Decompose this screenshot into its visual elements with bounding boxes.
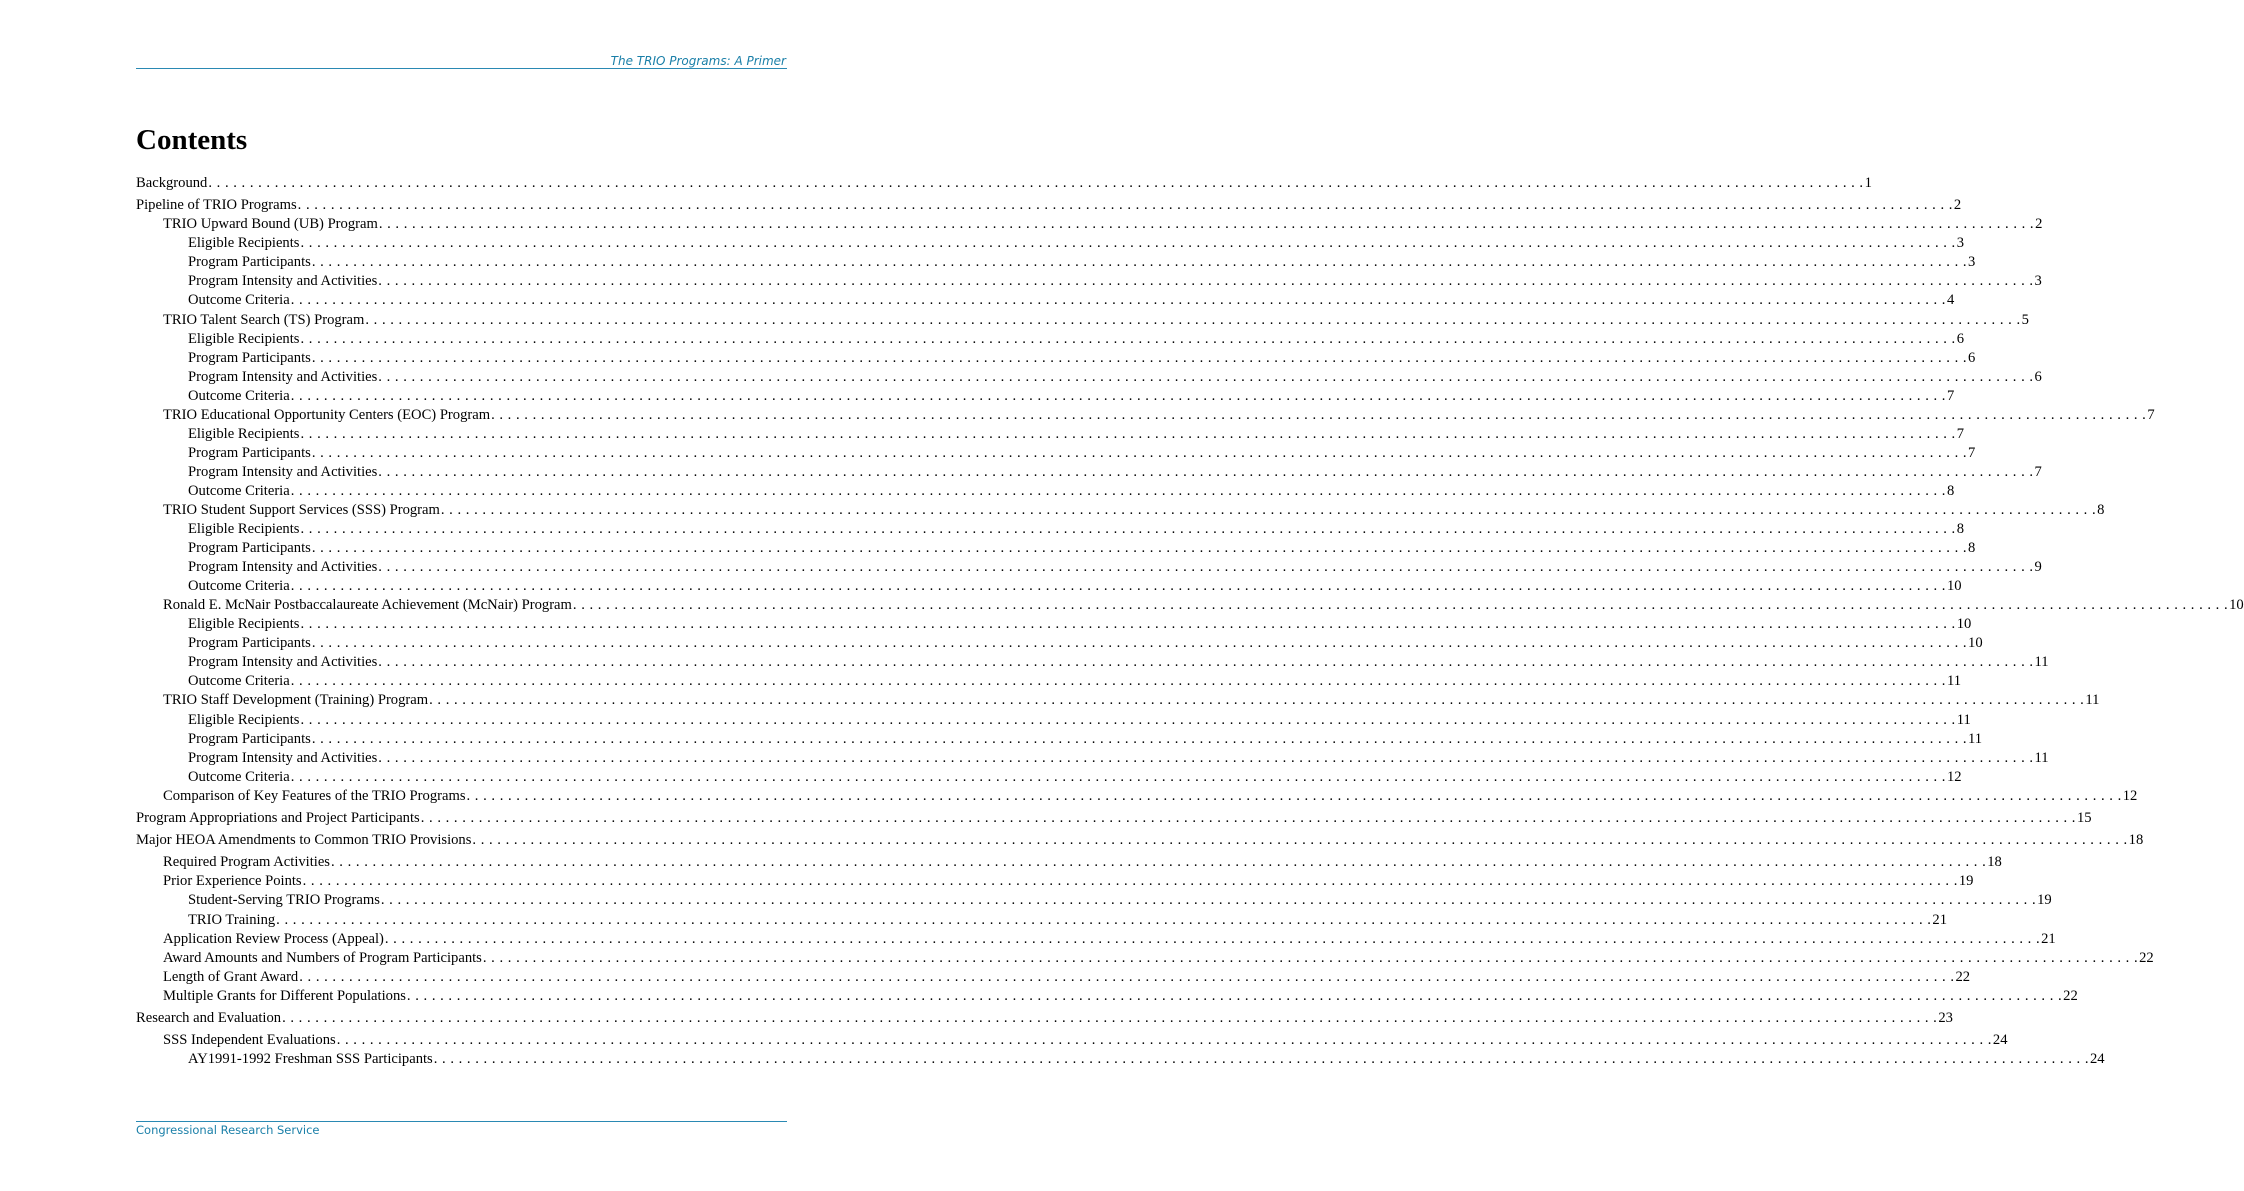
- toc-entry-page-number: 2: [2035, 216, 2043, 233]
- toc-entry[interactable]: [136, 634, 1983, 653]
- toc-entry-page-number: 11: [1956, 711, 1971, 728]
- toc-entry[interactable]: [136, 539, 1976, 558]
- toc-entry-title: Eligible Recipients: [188, 521, 300, 538]
- toc-leader-dots: . . . . . . . . . . . . . . . . . . . . . . . . . . . . . . . . . . . . . . . . . . . . . . . . . . . . . . . . . . . . . . . . . . . . . . . . . . . . . . . . . . . . . . . . . . . . . . . . . . . . . . . . . . . . . . . . . . . . . . . . . . . . . . . . . . . . . . . . . . . . . . . . . . . . . . . . . . . . . . . . . . . . . . . . . . . . . . . . . . . . . . . . . . . . . . . . . . . . . . . .: [300, 425, 1956, 442]
- footer-text: Congressional Research Service: [136, 1123, 320, 1137]
- toc-leader-dots: . . . . . . . . . . . . . . . . . . . . . . . . . . . . . . . . . . . . . . . . . . . . . . . . . . . . . . . . . . . . . . . . . . . . . . . . . . . . . . . . . . . . . . . . . . . . . . . . . . . . . . . . . . . . . . . . . . . . . . . . . . . . . . . . . . . . . . . . . . . . . . . . . . . . . . . . . . . . . . . . . . . . . . . . . . . . . . . . . . . . . . . . . . . . . . . . . . . . . . . .: [297, 197, 1953, 214]
- toc-entry-page-number: 12: [2122, 787, 2138, 804]
- toc-entry[interactable]: [136, 672, 1962, 691]
- toc-entry-title: Outcome Criteria: [188, 387, 290, 404]
- toc-leader-dots: . . . . . . . . . . . . . . . . . . . . . . . . . . . . . . . . . . . . . . . . . . . . . . . . . . . . . . . . . . . . . . . . . . . . . . . . . . . . . . . . . . . . . . . . . . . . . . . . . . . . . . . . . . . . . . . . . . . . . . . . . . . . . . . . . . . . . . . . . . . . . . . . . . . . . . . . . . . . . . . . . . . . . . . . . . . . . . . . . . . . . . . . . . . . . . . . . . . . . . . .: [311, 254, 1968, 271]
- toc-entry[interactable]: [136, 831, 2144, 850]
- toc-leader-dots: . . . . . . . . . . . . . . . . . . . . . . . . . . . . . . . . . . . . . . . . . . . . . . . . . . . . . . . . . . . . . . . . . . . . . . . . . . . . . . . . . . . . . . . . . . . . . . . . . . . . . . . . . . . . . . . . . . . . . . . . . . . . . . . . . . . . . . . . . . . . . . . . . . . . . . . . . . . . . . . . . . . . . . . . . . . . . . . . . . . . . . . . . . . . . . . . . . . . . . . .: [300, 521, 1956, 538]
- toc-entry[interactable]: [136, 330, 1964, 349]
- toc-entry-title: Ronald E. McNair Postbaccalaureate Achievement (McNair) Program: [163, 597, 572, 614]
- footer-rule: [136, 1121, 787, 1122]
- toc-entry-page-number: 10: [1968, 635, 1983, 652]
- toc-entry-title: Program Participants: [188, 254, 311, 271]
- toc-entry-page-number: 3: [1968, 254, 1976, 271]
- toc-leader-dots: . . . . . . . . . . . . . . . . . . . . . . . . . . . . . . . . . . . . . . . . . . . . . . . . . . . . . . . . . . . . . . . . . . . . . . . . . . . . . . . . . . . . . . . . . . . . . . . . . . . . . . . . . . . . . . . . . . . . . . . . . . . . . . . . . . . . . . . . . . . . . . . . . . . . . . . . . . . . . . . . . . . . . . . . . . . . . . . . . . . . . . . . . . . . . . . . . . . . . . . .: [290, 292, 1946, 309]
- toc-leader-dots: . . . . . . . . . . . . . . . . . . . . . . . . . . . . . . . . . . . . . . . . . . . . . . . . . . . . . . . . . . . . . . . . . . . . . . . . . . . . . . . . . . . . . . . . . . . . . . . . . . . . . . . . . . . . . . . . . . . . . . . . . . . . . . . . . . . . . . . . . . . . . . . . . . . . . . . . . . . . . . . . . . . . . . . . . . . . . . . . . . . . . . . . . . . . . . . . . . . . . . . .: [365, 311, 2021, 328]
- toc-entry-title: Program Participants: [188, 635, 311, 652]
- toc-entry-page-number: 8: [1946, 482, 1955, 499]
- toc-entry[interactable]: [136, 406, 2155, 425]
- toc-leader-dots: . . . . . . . . . . . . . . . . . . . . . . . . . . . . . . . . . . . . . . . . . . . . . . . . . . . . . . . . . . . . . . . . . . . . . . . . . . . . . . . . . . . . . . . . . . . . . . . . . . . . . . . . . . . . . . . . . . . . . . . . . . . . . . . . . . . . . . . . . . . . . . . . . . . . . . . . . . . . . . . . . . . . . . . . . . . . . . . . . . . . . . . . . . . . . . . . . . . . . . . .: [311, 349, 1968, 366]
- toc-leader-dots: . . . . . . . . . . . . . . . . . . . . . . . . . . . . . . . . . . . . . . . . . . . . . . . . . . . . . . . . . . . . . . . . . . . . . . . . . . . . . . . . . . . . . . . . . . . . . . . . . . . . . . . . . . . . . . . . . . . . . . . . . . . . . . . . . . . . . . . . . . . . . . . . . . . . . . . . . . . . . . . . . . . . . . . . . . . . . . . . . . . . . . . . . . . . . . . . . . . . . . . .: [311, 540, 1968, 557]
- toc-entry[interactable]: [136, 787, 2138, 806]
- toc-entry-page-number: 22: [1955, 968, 1971, 985]
- toc-entry-page-number: 4: [1946, 292, 1955, 309]
- toc-entry-page-number: 12: [1946, 768, 1962, 785]
- toc-entry-page-number: 21: [2041, 930, 2056, 947]
- toc-entry[interactable]: [136, 949, 2154, 968]
- toc-leader-dots: . . . . . . . . . . . . . . . . . . . . . . . . . . . . . . . . . . . . . . . . . . . . . . . . . . . . . . . . . . . . . . . . . . . . . . . . . . . . . . . . . . . . . . . . . . . . . . . . . . . . . . . . . . . . . . . . . . . . . . . . . . . . . . . . . . . . . . . . . . . . . . . . . . . . . . . . . . . . . . . . . . . . . . . . . . . . . . . . . . . . . . . . . . . . . . . . . . . . . . . .: [472, 832, 2128, 849]
- toc-leader-dots: . . . . . . . . . . . . . . . . . . . . . . . . . . . . . . . . . . . . . . . . . . . . . . . . . . . . . . . . . . . . . . . . . . . . . . . . . . . . . . . . . . . . . . . . . . . . . . . . . . . . . . . . . . . . . . . . . . . . . . . . . . . . . . . . . . . . . . . . . . . . . . . . . . . . . . . . . . . . . . . . . . . . . . . . . . . . . . . . . . . . . . . . . . . . . . . . . . . . . . . .: [311, 635, 1968, 652]
- toc-entry[interactable]: [136, 501, 2105, 520]
- toc-entry-title: Background: [136, 175, 208, 191]
- toc-leader-dots: . . . . . . . . . . . . . . . . . . . . . . . . . . . . . . . . . . . . . . . . . . . . . . . . . . . . . . . . . . . . . . . . . . . . . . . . . . . . . . . . . . . . . . . . . . . . . . . . . . . . . . . . . . . . . . . . . . . . . . . . . . . . . . . . . . . . . . . . . . . . . . . . . . . . . . . . . . . . . . . . . . . . . . . . . . . . . . . . . . . . . . . . . . . . . . . . . . . . . . . .: [290, 482, 1946, 499]
- toc-leader-dots: . . . . . . . . . . . . . . . . . . . . . . . . . . . . . . . . . . . . . . . . . . . . . . . . . . . . . . . . . . . . . . . . . . . . . . . . . . . . . . . . . . . . . . . . . . . . . . . . . . . . . . . . . . . . . . . . . . . . . . . . . . . . . . . . . . . . . . . . . . . . . . . . . . . . . . . . . . . . . . . . . . . . . . . . . . . . . . . . . . . . . . . . . . . . . . . . . . . . . . . .: [384, 930, 2041, 947]
- toc-entry-page-number: 8: [1956, 521, 1964, 538]
- toc-entry-title: Eligible Recipients: [188, 711, 300, 728]
- toc-entry-page-number: 3: [2034, 273, 2042, 290]
- toc-leader-dots: . . . . . . . . . . . . . . . . . . . . . . . . . . . . . . . . . . . . . . . . . . . . . . . . . . . . . . . . . . . . . . . . . . . . . . . . . . . . . . . . . . . . . . . . . . . . . . . . . . . . . . . . . . . . . . . . . . . . . . . . . . . . . . . . . . . . . . . . . . . . . . . . . . . . . . . . . . . . . . . . . . . . . . . . . . . . . . . . . . . . . . . . . . . . . . . . . . . . . . . .: [311, 444, 1968, 461]
- toc-entry-page-number: 1: [1864, 175, 1872, 191]
- toc-entry-title: TRIO Upward Bound (UB) Program: [163, 216, 378, 233]
- toc-leader-dots: . . . . . . . . . . . . . . . . . . . . . . . . . . . . . . . . . . . . . . . . . . . . . . . . . . . . . . . . . . . . . . . . . . . . . . . . . . . . . . . . . . . . . . . . . . . . . . . . . . . . . . . . . . . . . . . . . . . . . . . . . . . . . . . . . . . . . . . . . . . . . . . . . . . . . . . . . . . . . . . . . . . . . . . . . . . . . . . . . . . . . . . . . . . . . . . . . . . . . . . .: [290, 768, 1946, 785]
- toc-entry[interactable]: [136, 463, 2042, 482]
- toc-entry[interactable]: [136, 577, 1962, 596]
- toc-leader-dots: . . . . . . . . . . . . . . . . . . . . . . . . . . . . . . . . . . . . . . . . . . . . . . . . . . . . . . . . . . . . . . . . . . . . . . . . . . . . . . . . . . . . . . . . . . . . . . . . . . . . . . . . . . . . . . . . . . . . . . . . . . . . . . . . . . . . . . . . . . . . . . . . . . . . . . . . . . . . . . . . . . . . . . . . . . . . . . . . . . . . . . . . . . . . . . . . . . . . . . . .: [420, 809, 2076, 826]
- toc-entry-title: Program Intensity and Activities: [188, 559, 378, 576]
- toc-entry-title: Major HEOA Amendments to Common TRIO Provisions: [136, 832, 472, 849]
- toc-entry-title: Program Participants: [188, 540, 311, 557]
- toc-leader-dots: . . . . . . . . . . . . . . . . . . . . . . . . . . . . . . . . . . . . . . . . . . . . . . . . . . . . . . . . . . . . . . . . . . . . . . . . . . . . . . . . . . . . . . . . . . . . . . . . . . . . . . . . . . . . . . . . . . . . . . . . . . . . . . . . . . . . . . . . . . . . . . . . . . . . . . . . . . . . . . . . . . . . . . . . . . . . . . . . . . . . . . . . . . . . . . . . . . . . . . . .: [290, 673, 1946, 690]
- toc-entry-page-number: 11: [2034, 654, 2049, 671]
- toc-entry-page-number: 22: [2063, 987, 2078, 1004]
- toc-entry-title: Outcome Criteria: [188, 482, 290, 499]
- toc-entry[interactable]: [136, 615, 1972, 634]
- toc-entry[interactable]: [136, 482, 1955, 501]
- header-rule: [136, 68, 787, 69]
- toc-entry-title: Eligible Recipients: [188, 330, 300, 347]
- toc-entry-page-number: 7: [1968, 444, 1976, 461]
- toc-entry[interactable]: [136, 1031, 2008, 1050]
- toc-entry-title: Multiple Grants for Different Populations: [163, 987, 406, 1004]
- toc-entry-page-number: 22: [2139, 949, 2154, 966]
- toc-leader-dots: . . . . . . . . . . . . . . . . . . . . . . . . . . . . . . . . . . . . . . . . . . . . . . . . . . . . . . . . . . . . . . . . . . . . . . . . . . . . . . . . . . . . . . . . . . . . . . . . . . . . . . . . . . . . . . . . . . . . . . . . . . . . . . . . . . . . . . . . . . . . . . . . . . . . . . . . . . . . . . . . . . . . . . . . . . . . . . . . . . . . . . . . . . . . . . . . . . . . . . . .: [491, 406, 2147, 423]
- toc-entry-page-number: 10: [1946, 578, 1962, 595]
- toc-entry-title: Application Review Process (Appeal): [163, 930, 384, 947]
- toc-entry-title: Eligible Recipients: [188, 425, 300, 442]
- toc-entry-title: Program Intensity and Activities: [188, 368, 378, 385]
- toc-entry-title: TRIO Talent Search (TS) Program: [163, 311, 365, 328]
- toc-entry-page-number: 9: [2034, 559, 2042, 576]
- toc-entry[interactable]: [136, 911, 1947, 930]
- toc-entry-title: Outcome Criteria: [188, 768, 290, 785]
- toc-leader-dots: . . . . . . . . . . . . . . . . . . . . . . . . . . . . . . . . . . . . . . . . . . . . . . . . . . . . . . . . . . . . . . . . . . . . . . . . . . . . . . . . . . . . . . . . . . . . . . . . . . . . . . . . . . . . . . . . . . . . . . . . . . . . . . . . . . . . . . . . . . . . . . . . . . . . . . . . . . . . . . . . . . . . . . . . . . . . . . . . . . . . . . . . . . . . . . . . . . . . . . . .: [429, 692, 2085, 709]
- toc-entry-page-number: 21: [1932, 911, 1947, 928]
- toc-entry[interactable]: [136, 872, 1974, 891]
- toc-entry[interactable]: [136, 272, 2042, 291]
- toc-leader-dots: . . . . . . . . . . . . . . . . . . . . . . . . . . . . . . . . . . . . . . . . . . . . . . . . . . . . . . . . . . . . . . . . . . . . . . . . . . . . . . . . . . . . . . . . . . . . . . . . . . . . . . . . . . . . . . . . . . . . . . . . . . . . . . . . . . . . . . . . . . . . . . . . . . . . . . . . . . . . . . . . . . . . . . . . . . . . . . . . . . . . . . . . . . . . . . . . . . . . . . . .: [331, 854, 1987, 871]
- toc-entry[interactable]: [136, 215, 2043, 234]
- toc-entry[interactable]: [136, 520, 1964, 539]
- toc-leader-dots: . . . . . . . . . . . . . . . . . . . . . . . . . . . . . . . . . . . . . . . . . . . . . . . . . . . . . . . . . . . . . . . . . . . . . . . . . . . . . . . . . . . . . . . . . . . . . . . . . . . . . . . . . . . . . . . . . . . . . . . . . . . . . . . . . . . . . . . . . . . . . . . . . . . . . . . . . . . . . . . . . . . . . . . . . . . . . . . . . . . . . . . . . . . . . . . . . . . . . . . .: [299, 968, 1955, 985]
- toc-entry[interactable]: [136, 311, 2029, 330]
- toc-leader-dots: . . . . . . . . . . . . . . . . . . . . . . . . . . . . . . . . . . . . . . . . . . . . . . . . . . . . . . . . . . . . . . . . . . . . . . . . . . . . . . . . . . . . . . . . . . . . . . . . . . . . . . . . . . . . . . . . . . . . . . . . . . . . . . . . . . . . . . . . . . . . . . . . . . . . . . . . . . . . . . . . . . . . . . . . . . . . . . . . . . . . . . . . . . . . . . . . . . . . . . . .: [282, 1009, 1938, 1026]
- toc-entry-title: Program Intensity and Activities: [188, 273, 378, 290]
- toc-entry-title: Student-Serving TRIO Programs: [188, 892, 380, 909]
- toc-leader-dots: . . . . . . . . . . . . . . . . . . . . . . . . . . . . . . . . . . . . . . . . . . . . . . . . . . . . . . . . . . . . . . . . . . . . . . . . . . . . . . . . . . . . . . . . . . . . . . . . . . . . . . . . . . . . . . . . . . . . . . . . . . . . . . . . . . . . . . . . . . . . . . . . . . . . . . . . . . . . . . . . . . . . . . . . . . . . . . . . . . . . . . . . . . . . . . . . . . . . . . . .: [378, 273, 2034, 290]
- toc-entry-title: Eligible Recipients: [188, 235, 300, 252]
- toc-entry-title: SSS Independent Evaluations: [163, 1032, 336, 1049]
- toc-entry[interactable]: [136, 653, 2049, 672]
- toc-entry[interactable]: [136, 596, 2244, 615]
- toc-entry[interactable]: [136, 711, 1971, 730]
- table-of-contents: [136, 174, 2244, 1069]
- toc-entry[interactable]: [136, 196, 1962, 215]
- toc-leader-dots: . . . . . . . . . . . . . . . . . . . . . . . . . . . . . . . . . . . . . . . . . . . . . . . . . . . . . . . . . . . . . . . . . . . . . . . . . . . . . . . . . . . . . . . . . . . . . . . . . . . . . . . . . . . . . . . . . . . . . . . . . . . . . . . . . . . . . . . . . . . . . . . . . . . . . . . . . . . . . . . . . . . . . . . . . . . . . . . . . . . . . . . . . . . . . . . . . . . . . . . .: [378, 463, 2034, 480]
- toc-entry-title: Research and Evaluation: [136, 1009, 282, 1026]
- toc-entry[interactable]: [136, 558, 2042, 577]
- toc-entry-title: Program Intensity and Activities: [188, 654, 378, 671]
- toc-leader-dots: . . . . . . . . . . . . . . . . . . . . . . . . . . . . . . . . . . . . . . . . . . . . . . . . . . . . . . . . . . . . . . . . . . . . . . . . . . . . . . . . . . . . . . . . . . . . . . . . . . . . . . . . . . . . . . . . . . . . . . . . . . . . . . . . . . . . . . . . . . . . . . . . . . . . . . . . . . . . . . . . . . . . . . . . . . . . . . . . . . . . . . . . . . . . . . . . . . . . . . . .: [466, 787, 2122, 804]
- toc-entry-page-number: 19: [1958, 873, 1974, 890]
- toc-entry[interactable]: [136, 768, 1962, 787]
- toc-leader-dots: . . . . . . . . . . . . . . . . . . . . . . . . . . . . . . . . . . . . . . . . . . . . . . . . . . . . . . . . . . . . . . . . . . . . . . . . . . . . . . . . . . . . . . . . . . . . . . . . . . . . . . . . . . . . . . . . . . . . . . . . . . . . . . . . . . . . . . . . . . . . . . . . . . . . . . . . . . . . . . . . . . . . . . . . . . . . . . . . . . . . . . . . . . . . . . . . . . . . . . . .: [433, 1051, 2089, 1068]
- toc-entry-page-number: 24: [1992, 1032, 2008, 1049]
- toc-entry-page-number: 7: [1946, 387, 1955, 404]
- toc-entry-page-number: 7: [1956, 425, 1964, 442]
- toc-leader-dots: . . . . . . . . . . . . . . . . . . . . . . . . . . . . . . . . . . . . . . . . . . . . . . . . . . . . . . . . . . . . . . . . . . . . . . . . . . . . . . . . . . . . . . . . . . . . . . . . . . . . . . . . . . . . . . . . . . . . . . . . . . . . . . . . . . . . . . . . . . . . . . . . . . . . . . . . . . . . . . . . . . . . . . . . . . . . . . . . . . . . . . . . . . . . . . . . . . . . . . . .: [300, 711, 1956, 728]
- toc-entry[interactable]: [136, 749, 2049, 768]
- toc-entry[interactable]: [136, 425, 1964, 444]
- page-title: Contents: [136, 124, 248, 156]
- toc-entry-title: Eligible Recipients: [188, 616, 300, 633]
- toc-leader-dots: . . . . . . . . . . . . . . . . . . . . . . . . . . . . . . . . . . . . . . . . . . . . . . . . . . . . . . . . . . . . . . . . . . . . . . . . . . . . . . . . . . . . . . . . . . . . . . . . . . . . . . . . . . . . . . . . . . . . . . . . . . . . . . . . . . . . . . . . . . . . . . . . . . . . . . . . . . . . . . . . . . . . . . . . . . . . . . . . . . . . . . . . . . . . . . . . . . . . . . . .: [208, 175, 1864, 191]
- toc-entry-title: TRIO Staff Development (Training) Program: [163, 692, 429, 709]
- toc-entry-title: Pipeline of TRIO Programs: [136, 197, 297, 214]
- toc-entry[interactable]: [136, 1050, 2105, 1069]
- toc-entry-page-number: 11: [1946, 673, 1962, 690]
- toc-leader-dots: . . . . . . . . . . . . . . . . . . . . . . . . . . . . . . . . . . . . . . . . . . . . . . . . . . . . . . . . . . . . . . . . . . . . . . . . . . . . . . . . . . . . . . . . . . . . . . . . . . . . . . . . . . . . . . . . . . . . . . . . . . . . . . . . . . . . . . . . . . . . . . . . . . . . . . . . . . . . . . . . . . . . . . . . . . . . . . . . . . . . . . . . . . . . . . . . . . . . . . . .: [378, 216, 2035, 233]
- toc-entry-page-number: 19: [2037, 892, 2052, 909]
- toc-leader-dots: . . . . . . . . . . . . . . . . . . . . . . . . . . . . . . . . . . . . . . . . . . . . . . . . . . . . . . . . . . . . . . . . . . . . . . . . . . . . . . . . . . . . . . . . . . . . . . . . . . . . . . . . . . . . . . . . . . . . . . . . . . . . . . . . . . . . . . . . . . . . . . . . . . . . . . . . . . . . . . . . . . . . . . . . . . . . . . . . . . . . . . . . . . . . . . . . . . . . . . . .: [378, 368, 2034, 385]
- toc-entry-title: TRIO Educational Opportunity Centers (EOC) Program: [163, 406, 491, 423]
- toc-entry[interactable]: [136, 349, 1976, 368]
- toc-entry[interactable]: [136, 1009, 1953, 1028]
- toc-leader-dots: . . . . . . . . . . . . . . . . . . . . . . . . . . . . . . . . . . . . . . . . . . . . . . . . . . . . . . . . . . . . . . . . . . . . . . . . . . . . . . . . . . . . . . . . . . . . . . . . . . . . . . . . . . . . . . . . . . . . . . . . . . . . . . . . . . . . . . . . . . . . . . . . . . . . . . . . . . . . . . . . . . . . . . . . . . . . . . . . . . . . . . . . . . . . . . . . . . . . . . . .: [302, 873, 1958, 890]
- toc-entry-page-number: 7: [2147, 406, 2155, 423]
- toc-entry[interactable]: [136, 368, 2042, 387]
- toc-entry-title: Prior Experience Points: [163, 873, 302, 890]
- toc-leader-dots: . . . . . . . . . . . . . . . . . . . . . . . . . . . . . . . . . . . . . . . . . . . . . . . . . . . . . . . . . . . . . . . . . . . . . . . . . . . . . . . . . . . . . . . . . . . . . . . . . . . . . . . . . . . . . . . . . . . . . . . . . . . . . . . . . . . . . . . . . . . . . . . . . . . . . . . . . . . . . . . . . . . . . . . . . . . . . . . . . . . . . . . . . . . . . . . . . . . . . . . .: [378, 559, 2034, 576]
- toc-entry[interactable]: [136, 730, 1983, 749]
- toc-entry-page-number: 6: [1968, 349, 1976, 366]
- toc-entry-page-number: 18: [1987, 854, 2002, 871]
- toc-entry-title: AY1991-1992 Freshman SSS Participants: [188, 1051, 433, 1068]
- toc-entry-title: Program Intensity and Activities: [188, 463, 378, 480]
- toc-entry-title: Program Intensity and Activities: [188, 749, 378, 766]
- toc-entry-title: Length of Grant Award: [163, 968, 299, 985]
- toc-entry-page-number: 8: [2097, 501, 2105, 518]
- toc-entry[interactable]: [136, 968, 1971, 987]
- toc-leader-dots: . . . . . . . . . . . . . . . . . . . . . . . . . . . . . . . . . . . . . . . . . . . . . . . . . . . . . . . . . . . . . . . . . . . . . . . . . . . . . . . . . . . . . . . . . . . . . . . . . . . . . . . . . . . . . . . . . . . . . . . . . . . . . . . . . . . . . . . . . . . . . . . . . . . . . . . . . . . . . . . . . . . . . . . . . . . . . . . . . . . . . . . . . . . . . . . . . . . . . . . .: [290, 578, 1946, 595]
- toc-leader-dots: . . . . . . . . . . . . . . . . . . . . . . . . . . . . . . . . . . . . . . . . . . . . . . . . . . . . . . . . . . . . . . . . . . . . . . . . . . . . . . . . . . . . . . . . . . . . . . . . . . . . . . . . . . . . . . . . . . . . . . . . . . . . . . . . . . . . . . . . . . . . . . . . . . . . . . . . . . . . . . . . . . . . . . . . . . . . . . . . . . . . . . . . . . . . . . . . . . . . . . . .: [300, 235, 1956, 252]
- toc-entry[interactable]: [136, 444, 1976, 463]
- toc-leader-dots: . . . . . . . . . . . . . . . . . . . . . . . . . . . . . . . . . . . . . . . . . . . . . . . . . . . . . . . . . . . . . . . . . . . . . . . . . . . . . . . . . . . . . . . . . . . . . . . . . . . . . . . . . . . . . . . . . . . . . . . . . . . . . . . . . . . . . . . . . . . . . . . . . . . . . . . . . . . . . . . . . . . . . . . . . . . . . . . . . . . . . . . . . . . . . . . . . . . . . . . .: [572, 597, 2229, 614]
- toc-leader-dots: . . . . . . . . . . . . . . . . . . . . . . . . . . . . . . . . . . . . . . . . . . . . . . . . . . . . . . . . . . . . . . . . . . . . . . . . . . . . . . . . . . . . . . . . . . . . . . . . . . . . . . . . . . . . . . . . . . . . . . . . . . . . . . . . . . . . . . . . . . . . . . . . . . . . . . . . . . . . . . . . . . . . . . . . . . . . . . . . . . . . . . . . . . . . . . . . . . . . . . . .: [380, 892, 2037, 909]
- toc-entry-title: TRIO Training: [188, 911, 276, 928]
- running-header-title: The TRIO Programs: A Primer: [610, 54, 786, 68]
- toc-entry-page-number: 23: [1938, 1009, 1953, 1026]
- toc-entry-page-number: 11: [2085, 692, 2100, 709]
- toc-entry-page-number: 5: [2021, 311, 2029, 328]
- toc-leader-dots: . . . . . . . . . . . . . . . . . . . . . . . . . . . . . . . . . . . . . . . . . . . . . . . . . . . . . . . . . . . . . . . . . . . . . . . . . . . . . . . . . . . . . . . . . . . . . . . . . . . . . . . . . . . . . . . . . . . . . . . . . . . . . . . . . . . . . . . . . . . . . . . . . . . . . . . . . . . . . . . . . . . . . . . . . . . . . . . . . . . . . . . . . . . . . . . . . . . . . . . .: [276, 911, 1932, 928]
- toc-entry-page-number: 11: [2034, 749, 2049, 766]
- toc-entry-title: Outcome Criteria: [188, 578, 290, 595]
- toc-entry[interactable]: [136, 234, 1964, 253]
- toc-leader-dots: . . . . . . . . . . . . . . . . . . . . . . . . . . . . . . . . . . . . . . . . . . . . . . . . . . . . . . . . . . . . . . . . . . . . . . . . . . . . . . . . . . . . . . . . . . . . . . . . . . . . . . . . . . . . . . . . . . . . . . . . . . . . . . . . . . . . . . . . . . . . . . . . . . . . . . . . . . . . . . . . . . . . . . . . . . . . . . . . . . . . . . . . . . . . . . . . . . . . . . . .: [300, 330, 1956, 347]
- toc-entry-page-number: 2: [1953, 197, 1962, 214]
- toc-entry[interactable]: [136, 291, 1955, 310]
- toc-entry-page-number: 11: [1968, 730, 1983, 747]
- toc-entry[interactable]: [136, 809, 2092, 828]
- toc-entry-page-number: 3: [1956, 235, 1964, 252]
- toc-entry[interactable]: [136, 853, 2002, 872]
- toc-leader-dots: . . . . . . . . . . . . . . . . . . . . . . . . . . . . . . . . . . . . . . . . . . . . . . . . . . . . . . . . . . . . . . . . . . . . . . . . . . . . . . . . . . . . . . . . . . . . . . . . . . . . . . . . . . . . . . . . . . . . . . . . . . . . . . . . . . . . . . . . . . . . . . . . . . . . . . . . . . . . . . . . . . . . . . . . . . . . . . . . . . . . . . . . . . . . . . . . . . . . . . . .: [311, 730, 1968, 747]
- toc-entry-page-number: 18: [2128, 832, 2144, 849]
- toc-entry-title: TRIO Student Support Services (SSS) Program: [163, 501, 440, 518]
- toc-entry-page-number: 6: [2034, 368, 2042, 385]
- toc-entry-title: Award Amounts and Numbers of Program Participants: [163, 949, 482, 966]
- toc-entry-page-number: 8: [1968, 540, 1976, 557]
- toc-entry-title: Program Appropriations and Project Participants: [136, 809, 420, 826]
- toc-entry[interactable]: [136, 174, 1872, 193]
- toc-leader-dots: . . . . . . . . . . . . . . . . . . . . . . . . . . . . . . . . . . . . . . . . . . . . . . . . . . . . . . . . . . . . . . . . . . . . . . . . . . . . . . . . . . . . . . . . . . . . . . . . . . . . . . . . . . . . . . . . . . . . . . . . . . . . . . . . . . . . . . . . . . . . . . . . . . . . . . . . . . . . . . . . . . . . . . . . . . . . . . . . . . . . . . . . . . . . . . . . . . . . . . . .: [406, 987, 2063, 1004]
- toc-entry-title: Comparison of Key Features of the TRIO Programs: [163, 787, 466, 804]
- toc-leader-dots: . . . . . . . . . . . . . . . . . . . . . . . . . . . . . . . . . . . . . . . . . . . . . . . . . . . . . . . . . . . . . . . . . . . . . . . . . . . . . . . . . . . . . . . . . . . . . . . . . . . . . . . . . . . . . . . . . . . . . . . . . . . . . . . . . . . . . . . . . . . . . . . . . . . . . . . . . . . . . . . . . . . . . . . . . . . . . . . . . . . . . . . . . . . . . . . . . . . . . . . .: [300, 616, 1956, 633]
- toc-leader-dots: . . . . . . . . . . . . . . . . . . . . . . . . . . . . . . . . . . . . . . . . . . . . . . . . . . . . . . . . . . . . . . . . . . . . . . . . . . . . . . . . . . . . . . . . . . . . . . . . . . . . . . . . . . . . . . . . . . . . . . . . . . . . . . . . . . . . . . . . . . . . . . . . . . . . . . . . . . . . . . . . . . . . . . . . . . . . . . . . . . . . . . . . . . . . . . . . . . . . . . . .: [378, 654, 2034, 671]
- toc-entry[interactable]: [136, 930, 2056, 949]
- toc-leader-dots: . . . . . . . . . . . . . . . . . . . . . . . . . . . . . . . . . . . . . . . . . . . . . . . . . . . . . . . . . . . . . . . . . . . . . . . . . . . . . . . . . . . . . . . . . . . . . . . . . . . . . . . . . . . . . . . . . . . . . . . . . . . . . . . . . . . . . . . . . . . . . . . . . . . . . . . . . . . . . . . . . . . . . . . . . . . . . . . . . . . . . . . . . . . . . . . . . . . . . . . .: [482, 949, 2139, 966]
- toc-entry[interactable]: [136, 253, 1976, 272]
- toc-entry-title: Outcome Criteria: [188, 673, 290, 690]
- toc-entry-title: Required Program Activities: [163, 854, 330, 871]
- toc-entry-page-number: 10: [2229, 597, 2244, 614]
- toc-leader-dots: . . . . . . . . . . . . . . . . . . . . . . . . . . . . . . . . . . . . . . . . . . . . . . . . . . . . . . . . . . . . . . . . . . . . . . . . . . . . . . . . . . . . . . . . . . . . . . . . . . . . . . . . . . . . . . . . . . . . . . . . . . . . . . . . . . . . . . . . . . . . . . . . . . . . . . . . . . . . . . . . . . . . . . . . . . . . . . . . . . . . . . . . . . . . . . . . . . . . . . . .: [290, 387, 1946, 404]
- toc-entry-page-number: 15: [2076, 809, 2092, 826]
- toc-entry-page-number: 7: [2034, 463, 2042, 480]
- toc-entry-title: Program Participants: [188, 349, 311, 366]
- toc-entry[interactable]: [136, 691, 2100, 710]
- toc-entry-title: Outcome Criteria: [188, 292, 290, 309]
- toc-entry-page-number: 24: [2089, 1051, 2105, 1068]
- toc-entry-page-number: 6: [1956, 330, 1964, 347]
- toc-entry[interactable]: [136, 987, 2078, 1006]
- toc-leader-dots: . . . . . . . . . . . . . . . . . . . . . . . . . . . . . . . . . . . . . . . . . . . . . . . . . . . . . . . . . . . . . . . . . . . . . . . . . . . . . . . . . . . . . . . . . . . . . . . . . . . . . . . . . . . . . . . . . . . . . . . . . . . . . . . . . . . . . . . . . . . . . . . . . . . . . . . . . . . . . . . . . . . . . . . . . . . . . . . . . . . . . . . . . . . . . . . . . . . . . . . .: [336, 1032, 1992, 1049]
- toc-entry-title: Program Participants: [188, 444, 311, 461]
- toc-leader-dots: . . . . . . . . . . . . . . . . . . . . . . . . . . . . . . . . . . . . . . . . . . . . . . . . . . . . . . . . . . . . . . . . . . . . . . . . . . . . . . . . . . . . . . . . . . . . . . . . . . . . . . . . . . . . . . . . . . . . . . . . . . . . . . . . . . . . . . . . . . . . . . . . . . . . . . . . . . . . . . . . . . . . . . . . . . . . . . . . . . . . . . . . . . . . . . . . . . . . . . . .: [440, 501, 2097, 518]
- toc-leader-dots: . . . . . . . . . . . . . . . . . . . . . . . . . . . . . . . . . . . . . . . . . . . . . . . . . . . . . . . . . . . . . . . . . . . . . . . . . . . . . . . . . . . . . . . . . . . . . . . . . . . . . . . . . . . . . . . . . . . . . . . . . . . . . . . . . . . . . . . . . . . . . . . . . . . . . . . . . . . . . . . . . . . . . . . . . . . . . . . . . . . . . . . . . . . . . . . . . . . . . . . .: [378, 749, 2034, 766]
- toc-entry-page-number: 10: [1956, 616, 1972, 633]
- toc-entry[interactable]: [136, 891, 2052, 910]
- toc-entry-title: Program Participants: [188, 730, 311, 747]
- toc-entry[interactable]: [136, 387, 1955, 406]
